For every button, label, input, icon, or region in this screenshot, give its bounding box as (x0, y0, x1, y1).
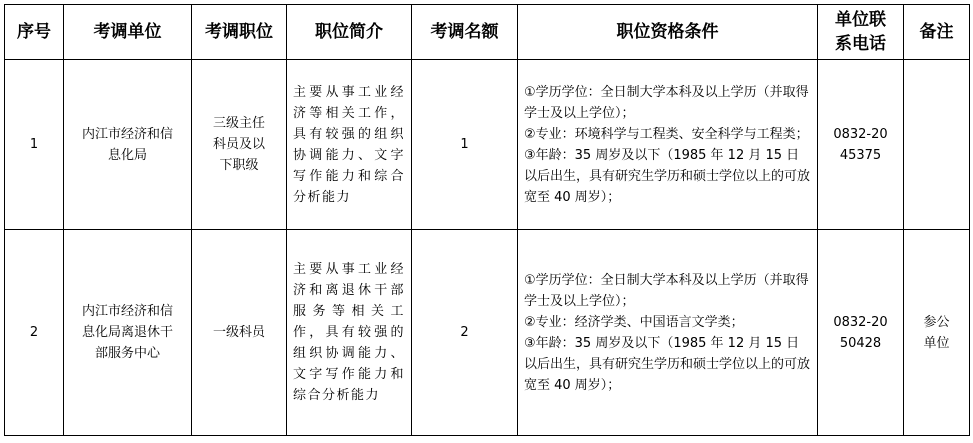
header-index: 序号 (5, 5, 64, 60)
header-unit: 考调单位 (64, 5, 192, 60)
cell-notes (904, 230, 970, 436)
cell-index: 2 (5, 230, 64, 436)
header-notes: 备注 (904, 5, 970, 60)
position-text: 一级科员 (212, 325, 265, 340)
header-qualifications: 职位资格条件 (518, 5, 818, 60)
cell-intro: 主要从事工业经济等相关工作，具有较强的组织协调能力、文字写作能力和综合分析能力 (287, 60, 412, 230)
header-position: 考调职位 (192, 5, 287, 60)
cell-quota: 1 (412, 60, 518, 230)
phone-line2: 45375 (839, 147, 882, 163)
header-intro: 职位简介 (287, 5, 412, 60)
table-row (5, 60, 970, 230)
phone-line1: 0832-20 (833, 314, 888, 330)
qualification-item: ①学历学位：全日制大学本科及以上学历（并取得学士及以上学位）； (524, 84, 809, 121)
notes-text: 参公单位 (923, 314, 950, 351)
cell-phone (818, 60, 904, 230)
header-row (5, 5, 970, 60)
header-quota: 考调名额 (412, 5, 518, 60)
recruitment-table (4, 4, 970, 436)
qualification-item: ②专业：环境科学与工程类、安全科学与工程类； (524, 126, 809, 142)
cell-phone (818, 230, 904, 436)
position-text: 三级主任科员及以下职级 (212, 116, 265, 173)
table-row (5, 230, 970, 436)
cell-unit (64, 230, 192, 436)
cell-notes (904, 60, 970, 230)
unit-text: 内江市经济和信息化局离退休干部服务中心 (81, 304, 173, 361)
unit-text: 内江市经济和信息化局 (81, 126, 173, 163)
cell-position (192, 230, 287, 436)
qualification-item: ③年龄：35 周岁及以下（1985 年 12 月 15 日以后出生，具有研究生学历和硕士学位以上的可放宽至 40 周岁）； (524, 147, 811, 205)
qualification-item: ②专业：经济学类、中国语言文学类； (524, 314, 744, 330)
phone-line1: 0832-20 (833, 126, 888, 142)
phone-line2: 50428 (839, 335, 882, 351)
header-phone-line1: 单位联 (835, 10, 886, 30)
cell-unit (64, 60, 192, 230)
cell-index: 1 (5, 60, 64, 230)
cell-position (192, 60, 287, 230)
header-phone (818, 5, 904, 60)
cell-qualifications (518, 60, 818, 230)
cell-quota: 2 (412, 230, 518, 436)
cell-intro: 主要从事工业经济和离退休干部服务等相关工作，具有较强的组织协调能力、文字写作能力和综合分析能力 (287, 230, 412, 436)
header-phone-line2: 系电话 (835, 34, 886, 54)
cell-qualifications (518, 230, 818, 436)
qualification-item: ③年龄：35 周岁及以下（1985 年 12 月 15 日以后出生，具有研究生学历和硕士学位以上的可放宽至 40 周岁）； (524, 335, 811, 393)
qualification-item: ①学历学位：全日制大学本科及以上学历（并取得学士及以上学位）； (524, 272, 809, 309)
